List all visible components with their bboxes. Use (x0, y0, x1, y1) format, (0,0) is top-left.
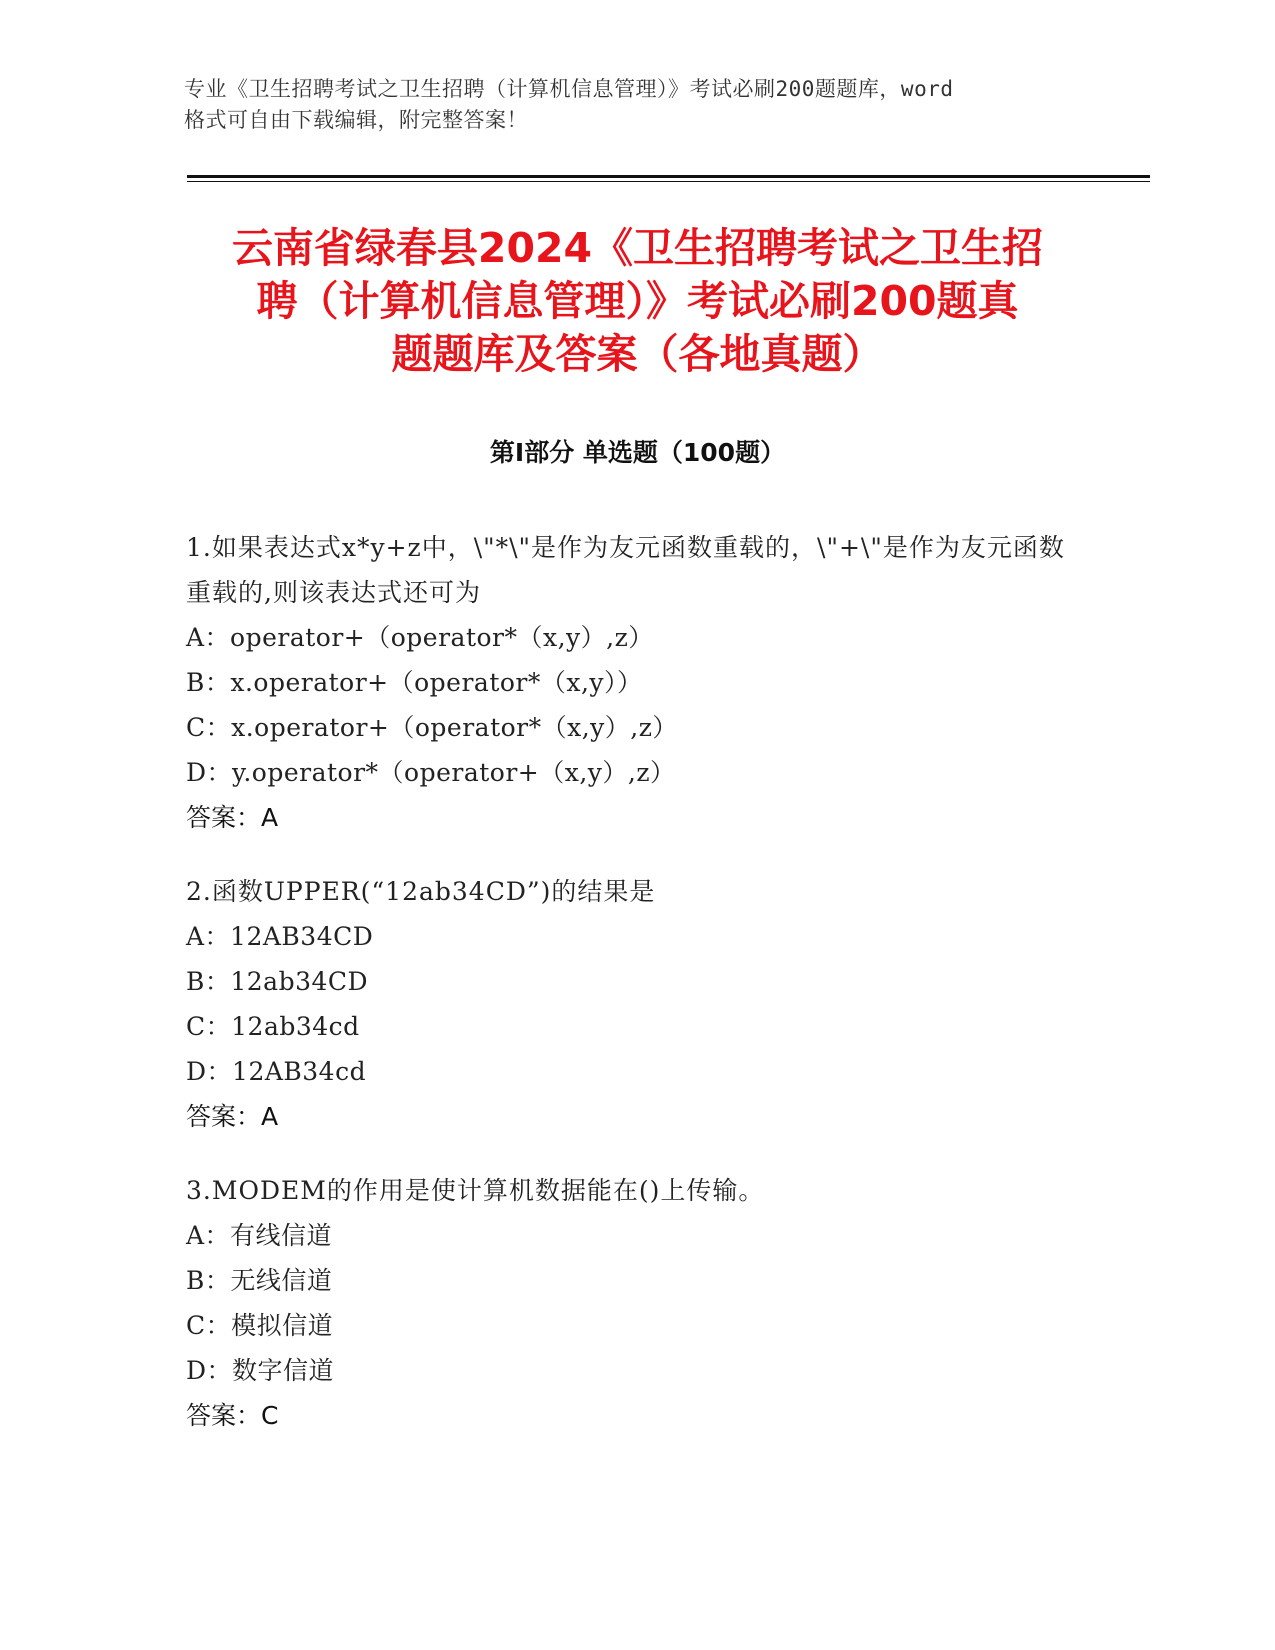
question-2 (186, 869, 1086, 1139)
option-c: C：x.operator+（operator*（x,y）,z） (186, 713, 678, 742)
option-c: C：模拟信道 (186, 1311, 334, 1340)
option-d: D：数字信道 (186, 1356, 335, 1385)
option-d: D：12AB34cd (186, 1057, 367, 1086)
header-divider-thin (187, 181, 1150, 182)
question-3 (186, 1168, 1086, 1438)
document-title (170, 222, 1105, 381)
question-1 (186, 525, 1086, 840)
title-line-2: 聘（计算机信息管理）》考试必刷200题真 (256, 277, 1019, 325)
intro-text (184, 74, 1084, 136)
question-stem: 3.MODEM的作用是使计算机数据能在()上传输。 (186, 1176, 765, 1205)
option-c: C：12ab34cd (186, 1012, 360, 1041)
title-line-3: 题题库及答案（各地真题） (391, 330, 884, 378)
title-line-1: 云南省绿春县2024《卫生招聘考试之卫生招 (231, 224, 1044, 272)
intro-line-1: 专业《卫生招聘考试之卫生招聘（计算机信息管理）》考试必刷200题题库，word (184, 77, 954, 101)
answer-label: 答案：C (186, 1401, 279, 1430)
question-stem: 2.函数UPPER(“12ab34CD”)的结果是 (186, 877, 656, 906)
option-a: A：operator+（operator*（x,y）,z） (186, 623, 654, 652)
section-heading: 第Ⅰ部分 单选题（100题） (489, 438, 786, 467)
intro-line-2: 格式可自由下载编辑，附完整答案！ (184, 108, 528, 132)
header-divider-thick (187, 175, 1150, 178)
option-d: D：y.operator*（operator+（x,y）,z） (186, 758, 676, 787)
option-a: A：有线信道 (186, 1221, 333, 1250)
answer-label: 答案：A (186, 803, 279, 832)
answer-label: 答案：A (186, 1102, 279, 1131)
option-b: B：12ab34CD (186, 967, 369, 996)
option-b: B：无线信道 (186, 1266, 333, 1295)
question-list (186, 525, 1086, 1467)
option-b: B：x.operator+（operator*（x,y）） (186, 668, 643, 697)
option-a: A：12AB34CD (186, 922, 374, 951)
question-stem: 1.如果表达式x*y+z中，\"*\"是作为友元函数重载的，\"+\"是作为友元函数重载的,则该表达式还可为 (186, 533, 1065, 607)
